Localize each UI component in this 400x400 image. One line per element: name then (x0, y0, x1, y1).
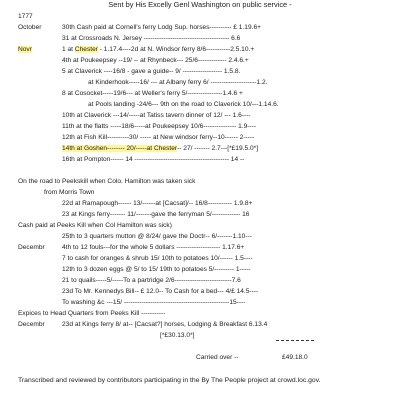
ledger-line: 10th at Claverick ---14/-----at Tatiss tavern dinner of 12/ --- 1.6---- (62, 112, 251, 119)
text-segment: 1 at (62, 46, 75, 53)
ledger-line: 23d To Mr. Kennedys Bill-- £ 12.0-- To Cash for a bed--- 4/£ 14.5---- (62, 288, 259, 295)
ledger-line: 11th at the flatts -----18/6-----at Poukeepsey 10/6--------------- 1.9---- (62, 123, 257, 130)
sum-divider (276, 340, 314, 341)
transcription-credit: Transcribed and reviewed by contributors participating in the By The People project at crowd.loc.gov. (18, 377, 321, 384)
ledger-line: To washing &c ---15/ ------------------------------------------------15---- (62, 299, 246, 306)
highlighted-text: Chester (153, 145, 178, 152)
ledger-line: 8 at Cosocket-----19/6--- at Weller's ferry 5/----------------1.4.6 + (62, 90, 243, 97)
section-subheading: from Morris Town (44, 189, 95, 196)
text-segment: -- 27/ ------- 2.7---[*£19.5.0*] (177, 145, 259, 152)
ledger-line (62, 44, 394, 55)
year-label: 1777 (18, 13, 33, 20)
carried-over-amount: £49.18.0 (282, 354, 308, 361)
ledger-subtotal: [*£30.13.0*] (160, 332, 195, 339)
highlighted-text: Chester (74, 46, 98, 53)
ledger-line: at Pools landing -24/6--- 9th on the road to Claverick 10/---1.14.6. (88, 101, 279, 108)
ledger-line (62, 143, 394, 154)
section-heading: Cash paid at Peeks Kill when Col Hamilton was sick) (18, 222, 172, 229)
month-label-decembr: Decembr (18, 244, 45, 251)
section-heading: On the road to Peekskill when Colo. Hamilton was taken sick (18, 178, 196, 185)
text-segment: - 1.17.4----2d at N. Windsor ferry 8/6-----------2.5.10.+ (97, 46, 255, 53)
highlighted-text: 14th at Goshen-------- 20/-----at (62, 145, 154, 152)
ledger-line: 12th to 3 dozen eggs @ 5/ to 15/ 19th to potatoes 5/--------- 1----- (62, 266, 251, 273)
month-label-novr (18, 44, 62, 55)
ledger-line: 21 to quails-----5/-----To a partridge 2/6--------------------------7.6 (62, 277, 241, 284)
month-label-decembr: Decembr (18, 321, 45, 328)
section-heading: Expices to Head Quarters from Peeks Kill ----------- (18, 310, 166, 317)
ledger-line: 4th to 12 fouls---for the whole 5 dollars -------------------- 1.17.6+ (62, 244, 245, 251)
page-title: Sent by His Excelly Genl Washington on public service - (108, 0, 292, 9)
month-label-october: October (18, 24, 42, 31)
ledger-line: 16th at Pompton------ 14 ------------------------------------------- 14 -- (62, 156, 245, 163)
ledger-line: at Kinderhook-----16/ --- at Albany ferry 6/ ---------------------1.2. (88, 79, 268, 86)
ledger-line: 22d at Ramapough------ 13/------at [Cacsat]/-- 16/8----------- 1.9.8+ (62, 200, 253, 207)
ledger-line: 23 at Kings ferry------- 11/-------gave the ferryman 5/------------- 16 (62, 211, 250, 218)
carried-over-label: Carried over -- (196, 354, 239, 361)
ledger-line: 23d at Kings ferry 8/ at-- [Cacsat?] horses, Lodging & Breakfast 6.13.4 (62, 321, 268, 328)
ledger-line: 25th to 3 quarters mutton @ 8/24/ gave the Doctr-- 6/-------1.10--- (62, 233, 252, 240)
ledger-line: 4th at Poukeepsey --19/ -- at Rhynbeck--- 25/6------------- 2.4.6.+ (62, 57, 249, 64)
ledger-line: 12th at Fish Kill----------30/ ----- at New windsor ferry--10------ 2----- (62, 134, 255, 141)
ledger-line: 5 at Claverick ----16/8 - gave a guide-- 9/ ------------------ 1.5.8. (62, 68, 241, 75)
highlighted-text: Novr (18, 46, 32, 53)
ledger-line: 31 at Crossroads N. Jersey --------------------------------------- 6.6 (62, 35, 241, 42)
ledger-line: 30th Cash paid at Cornell's ferry Lodg Sup. horses---------- £ 1.19.6+ (62, 24, 261, 31)
ledger-line: 7 to cash for oranges & shrub 15/ 10th to potatoes 10/------ 1.5---- (62, 255, 253, 262)
